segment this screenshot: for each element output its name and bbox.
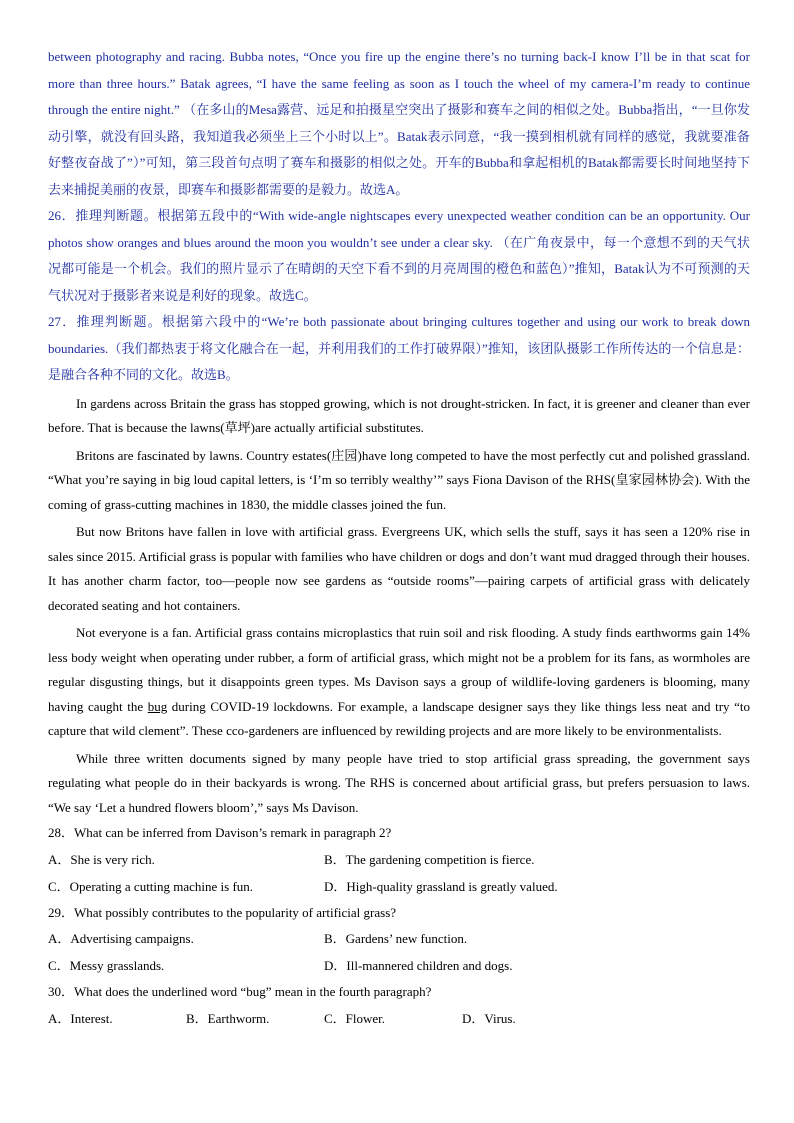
question-29-options-row-1 — [48, 925, 750, 952]
passage-paragraph-4 — [48, 621, 750, 744]
question-29-stem: 29．What possibly contributes to the popularity of artificial grass? — [48, 904, 397, 920]
question-29-option-b: B．Gardens’ new function. — [324, 931, 468, 946]
paragraph-4-text-before: Not everyone is a fan. Artificial grass contains microplastics that ruin soil and risk flooding. A study finds earthworms gain 14% less body weight when operating under rubber, a form of artificial grass, which might not be a problem for its fans, as wormholes are regular disgusting things, but it disappoints green types. Ms Davison says a group of wildlife-loving gardeners is blooming, many having caught the — [48, 625, 750, 714]
question-29-option-a: A．Advertising campaigns. — [48, 931, 194, 946]
explanation-27: 27．推理判断题。根据第六段中的“We’re both passionate about bringing cultures together and using our work to break down boundaries.（我们都热衷于将文化融合在一起，并利用我们的工作打破界限）”推知，该团队摄影工作所传达的一个信息是：是融合各种不同的文化。故选B。 — [48, 314, 750, 382]
explanation-26: 26．推理判断题。根据第五段中的“With wide-angle nightscapes every unexpected weather condition can be an opportunity. Our photos show oranges and blues around the moon you wouldn’t see under a clear sky. （在广角夜景中，每一个意想不到的天气状况都可能是一个机会。我们的照片显示了在晴朗的天空下看不到的月亮周围的橙色和蓝色）”推知，Batak认为不可预测的天气状况对于摄影者来说是利好的现象。故选C。 — [48, 208, 750, 303]
question-29 — [48, 901, 750, 980]
question-30-option-d: D．Virus. — [462, 1010, 516, 1026]
question-28 — [48, 821, 750, 900]
question-30-stem: 30．What does the underlined word “bug” mean in the fourth paragraph? — [48, 984, 432, 999]
underlined-word-bug: bug — [147, 698, 168, 714]
question-28-option-d: D．High-quality grassland is greatly valued. — [324, 878, 558, 894]
passage-paragraph-3: But now Britons have fallen in love with artificial grass. Evergreens UK, which sells the stuff, says it has seen a 120% rise in sales since 2015. Artificial grass is popular with families who have children or dogs and don’t want mud dragged through their houses. It has another charm factor, too—people now see gardens as “outside rooms”—pairing carpets of artificial grass with delicately decorated seating and hot containers. — [48, 524, 750, 613]
question-30-option-a: A．Interest. — [48, 1010, 113, 1026]
question-29-option-c: C．Messy grasslands. — [48, 958, 165, 973]
question-28-options-row-2 — [48, 873, 750, 900]
question-30-option-c: C．Flower. — [324, 1010, 386, 1026]
question-29-options-row-2 — [48, 952, 750, 979]
passage-paragraph-1: In gardens across Britain the grass has stopped growing, which is not drought-stricken. In fact, it is greener and cleaner than ever before. That is because the lawns(草坪)are actually artificial substitutes. — [48, 395, 750, 435]
question-29-option-d: D．Ill-mannered children and dogs. — [324, 958, 513, 973]
question-30-options-row — [48, 1005, 750, 1032]
paragraph-4-text-after: during COVID-19 lockdowns. For example, a landscape designer says they like things less neat and try “to capture that wild clement”. These cco-gardeners are influenced by rewilding projects and are more likely to be environmentalists. — [48, 698, 750, 738]
question-28-option-c: C．Operating a cutting machine is fun. — [48, 878, 254, 894]
explanation-25-continued: between photography and racing. Bubba notes, “Once you fire up the engine there’s no turning back-I know I’ll be in that scat for more than three hours.” Batak agrees, “I have the same feeling as soon as I touch the wheel of my camera-I’m ready to continue through the entire night.” （在多山的Mesa露营、远足和拍摄星空突出了摄影和赛车之间的相似之处。Bubba指出，“一旦你发动引擎，就没有回头路，我知道我必须坐上三个小时以上”。Batak表示同意，“我一摸到相机就有同样的感觉，我就要准备好整夜奋战了”）”可知，第三段首句点明了赛车和摄影的相似之处。开车的Bubba和拿起相机的Batak都需要长时间地坚持下去来捕捉美丽的夜景，即赛车和摄影都需要的是毅力。故选A。 — [48, 49, 750, 197]
question-28-option-b: B．The gardening competition is fierce. — [324, 851, 535, 867]
question-30 — [48, 980, 750, 1032]
passage-paragraph-5: While three written documents signed by many people have tried to stop artificial grass spreading, the government says regulating what people do in their backyards is wrong. The RHS is concerned about artificial grass, but prefers persuasion to laws. “We say ‘Let a hundred flowers bloom’,” says Ms Davison. — [48, 750, 750, 815]
question-28-option-a: A．She is very rich. — [48, 851, 155, 867]
question-28-stem: 28．What can be inferred from Davison’s remark in paragraph 2? — [48, 825, 392, 840]
question-30-option-b: B．Earthworm. — [186, 1010, 270, 1026]
passage-paragraph-2: Britons are fascinated by lawns. Country estates(庄园)have long competed to have the most perfectly cut and polished grassland. “What you’re saying in big loud capital letters, is ‘I’m so terribly wealthy’” says Fiona Davison of the RHS(皇家园林协会). With the coming of grass-cutting machines in 1830, the middle classes joined the fun. — [48, 447, 750, 512]
question-28-options-row-1 — [48, 846, 750, 873]
